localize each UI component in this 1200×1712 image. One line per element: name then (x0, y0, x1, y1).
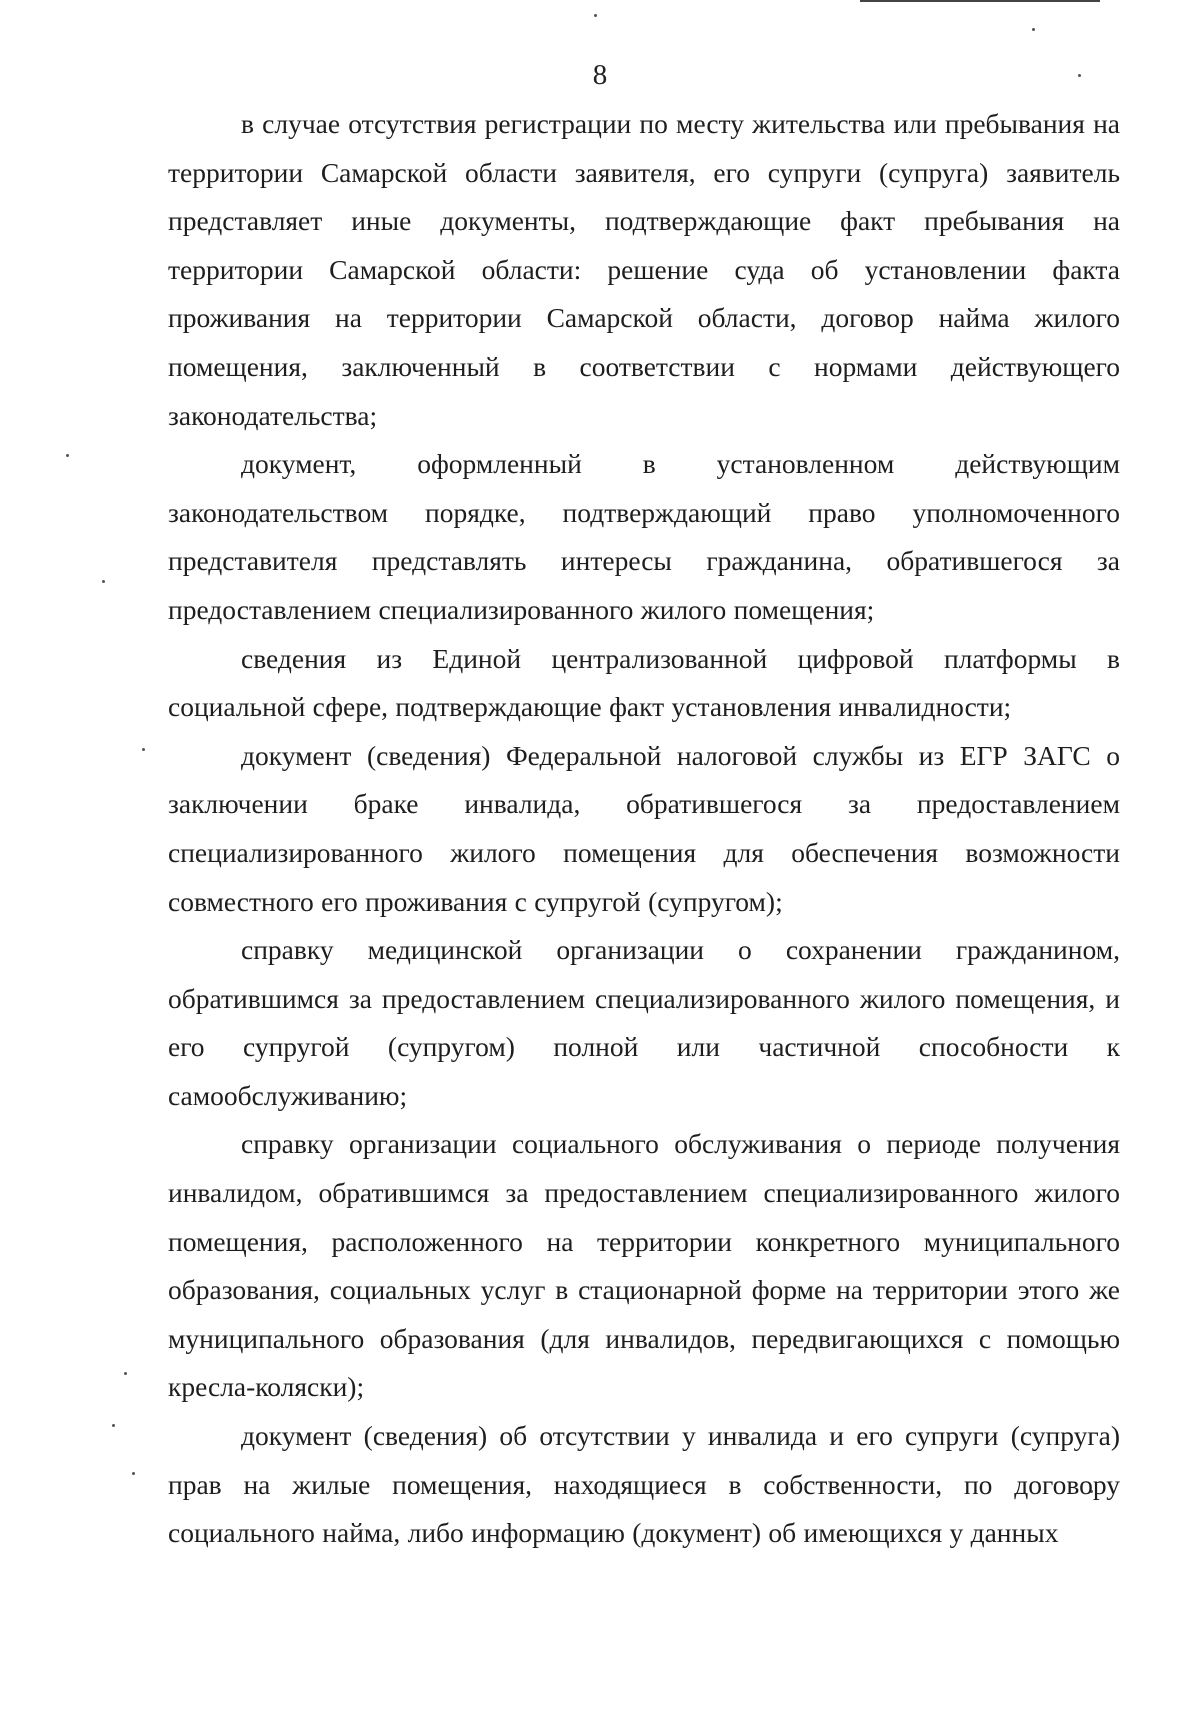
scan-artifact-dot (1032, 28, 1035, 31)
scan-artifact-dot (142, 748, 145, 751)
paragraph-housing-rights: документ (сведения) об отсутствии у инвалида и его супруги (супруга) прав на жилые помещения, находящиеся в собственности, по договору социального найма, либо информацию (документ) об имеющихся у данных (168, 1420, 1120, 1549)
scan-artifact-dot (66, 454, 69, 457)
paragraph-medical-certificate: справку медицинской организации о сохранении гражданином, обратившимся за предоставлением специализированного жилого помещения, и его супругой (супругом) полной или частичной способности к самообслуживанию; (168, 934, 1120, 1111)
scan-artifact-dot (102, 580, 105, 583)
scan-artifact-dot (124, 1372, 127, 1375)
scan-artifact-dot (112, 1424, 115, 1427)
document-body (168, 100, 1120, 1558)
paragraph-disability-platform: сведения из Единой централизованной цифровой платформы в социальной сфере, подтверждающие факт установления инвалидности; (168, 642, 1120, 723)
scan-artifact-dot (132, 1472, 135, 1475)
paragraph-social-service-certificate: справку организации социального обслуживания о периоде получения инвалидом, обратившимся за предоставлением специализированного жилого помещения, расположенного на территории конкретного муниципального образования, социальных услуг в стационарной форме на территории этого же муниципального образования (для инвалидов, передвигающихся с помощью кресла-коляски); (168, 1128, 1120, 1403)
paragraph-representative: документ, оформленный в установленном действующим законодательством порядке, подтверждающий право уполномоченного представителя представлять интересы гражданина, обратившегося за предоставлением специализированного жилого помещения; (168, 448, 1120, 625)
page-number: 8 (592, 59, 608, 91)
scan-artifact-line (860, 0, 1100, 2)
paragraph-marriage-record: документ (сведения) Федеральной налоговой службы из ЕГР ЗАГС о заключении браке инвалида, обратившегося за предоставлением специализированного жилого помещения для обеспечения возможности совместного его проживания с супругой (супругом); (168, 739, 1120, 917)
paragraph-registration: в случае отсутствия регистрации по месту жительства или пребывания на территории Самарской области заявителя, его супруги (супруга) заявитель представляет иные документы, подтверждающие факт пребывания на территории Самарской области: решение суда об установлении факта проживания на территории Самарской области, договор найма жилого помещения, заключенный в соответствии с нормами действующего законодательства; (168, 108, 1120, 431)
scan-artifact-dot (594, 14, 597, 17)
